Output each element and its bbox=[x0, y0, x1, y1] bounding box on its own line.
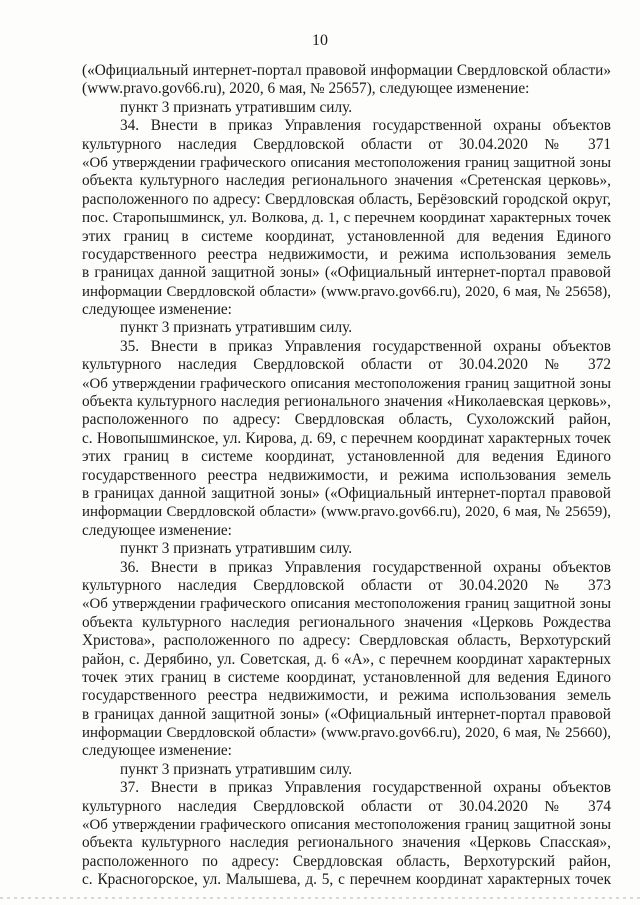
text-line: с. Красногорское, ул. Малышева, д. 5, с перечнем координат характерных точек bbox=[82, 871, 611, 889]
text-line: в границах данной защитной зоны» («Официальный интернет-портал правовой bbox=[82, 705, 611, 723]
text-line: культурного наследия Свердловской области от 30.04.2020 № 371 bbox=[82, 135, 611, 153]
text-line: в границах данной защитной зоны» («Официальный интернет-портал правовой bbox=[82, 264, 611, 282]
text-line: государственного реестра недвижимости, и режима использования земель bbox=[82, 687, 611, 705]
text-line: культурного наследия Свердловской области от 30.04.2020 № 373 bbox=[82, 576, 611, 594]
text-line: расположенного по адресу: Свердловская область, Сухоложский район, bbox=[82, 411, 611, 429]
text-line: объекта культурного наследия регионального значения «Николаевская церковь», bbox=[82, 393, 611, 411]
text-line: информации Свердловской области» (www.pravo.gov66.ru), 2020, 6 мая, № 25658), bbox=[82, 283, 611, 300]
text-line: пункт 3 признать утратившим силу. bbox=[120, 98, 353, 116]
text-line: объекта культурного наследия регионального значения «Сретенская церковь», bbox=[82, 172, 611, 190]
text-line: следующее изменение: bbox=[82, 742, 232, 760]
text-line: 36. Внести в приказ Управления государственной охраны объектов bbox=[120, 558, 611, 576]
text-line: следующее изменение: bbox=[82, 521, 232, 539]
text-line: с. Новопышминское, ул. Кирова, д. 69, с перечнем координат характерных точек bbox=[82, 429, 611, 447]
text-line: расположенного по адресу: Свердловская область, Верхотурский район, bbox=[82, 852, 611, 870]
document-body bbox=[82, 62, 611, 890]
text-line: пункт 3 признать утратившим силу. bbox=[120, 540, 353, 558]
text-line: государственного реестра недвижимости, и режима использования земель bbox=[82, 466, 611, 484]
text-line: пункт 3 признать утратившим силу. bbox=[120, 319, 353, 337]
text-line: культурного наследия Свердловской области от 30.04.2020 № 374 bbox=[82, 797, 611, 815]
text-line: точек этих границ в системе координат, установленной для ведения Единого bbox=[82, 668, 611, 686]
text-line: «Об утверждении графического описания местоположения границ защитной зоны bbox=[82, 375, 611, 392]
text-line: 37. Внести в приказ Управления государственной охраны объектов bbox=[120, 779, 611, 797]
text-line: информации Свердловской области» (www.pravo.gov66.ru), 2020, 6 мая, № 25659), bbox=[82, 504, 611, 521]
text-line: («Официальный интернет-портал правовой информации Свердловской области» bbox=[82, 62, 611, 79]
text-line: район, с. Дерябино, ул. Советская, д. 6 «А», с перечнем координат характерных bbox=[82, 650, 611, 668]
text-line: информации Свердловской области» (www.pravo.gov66.ru), 2020, 6 мая, № 25660), bbox=[82, 725, 611, 742]
text-line: «Об утверждении графического описания местоположения границ защитной зоны bbox=[82, 817, 611, 834]
text-line: следующее изменение: bbox=[82, 301, 232, 319]
text-line: Христова», расположенного по адресу: Свердловская область, Верхотурский bbox=[82, 632, 611, 650]
text-line: этих границ в системе координат, установленной для ведения Единого bbox=[82, 448, 611, 466]
text-line: (www.pravo.gov66.ru), 2020, 6 мая, № 25657), следующее изменение: bbox=[82, 80, 530, 98]
text-line: «Об утверждении графического описания местоположения границ защитной зоны bbox=[82, 596, 611, 613]
text-line: пункт 3 признать утратившим силу. bbox=[120, 760, 353, 778]
scan-edge-artifact bbox=[0, 897, 640, 899]
text-line: культурного наследия Свердловской области от 30.04.2020 № 372 bbox=[82, 356, 611, 374]
text-line: расположенного по адресу: Свердловская область, Берёзовский городской округ, bbox=[82, 190, 611, 208]
text-line: объекта культурного наследия регионального значения «Церковь Спасская», bbox=[82, 834, 611, 852]
page-number: 10 bbox=[312, 32, 328, 49]
text-line: объекта культурного наследия регионального значения «Церковь Рождества bbox=[82, 613, 611, 631]
text-line: 34. Внести в приказ Управления государственной охраны объектов bbox=[120, 117, 611, 135]
text-line: в границах данной защитной зоны» («Официальный интернет-портал правовой bbox=[82, 484, 611, 502]
text-line: этих границ в системе координат, установленной для ведения Единого bbox=[82, 227, 611, 245]
text-line: пос. Старопышминск, ул. Волкова, д. 1, с перечнем координат характерных точек bbox=[82, 210, 611, 227]
text-line: 35. Внести в приказ Управления государственной охраны объектов bbox=[120, 337, 611, 355]
text-line: государственного реестра недвижимости, и режима использования земель bbox=[82, 245, 611, 263]
text-line: «Об утверждении графического описания местоположения границ защитной зоны bbox=[82, 154, 611, 171]
